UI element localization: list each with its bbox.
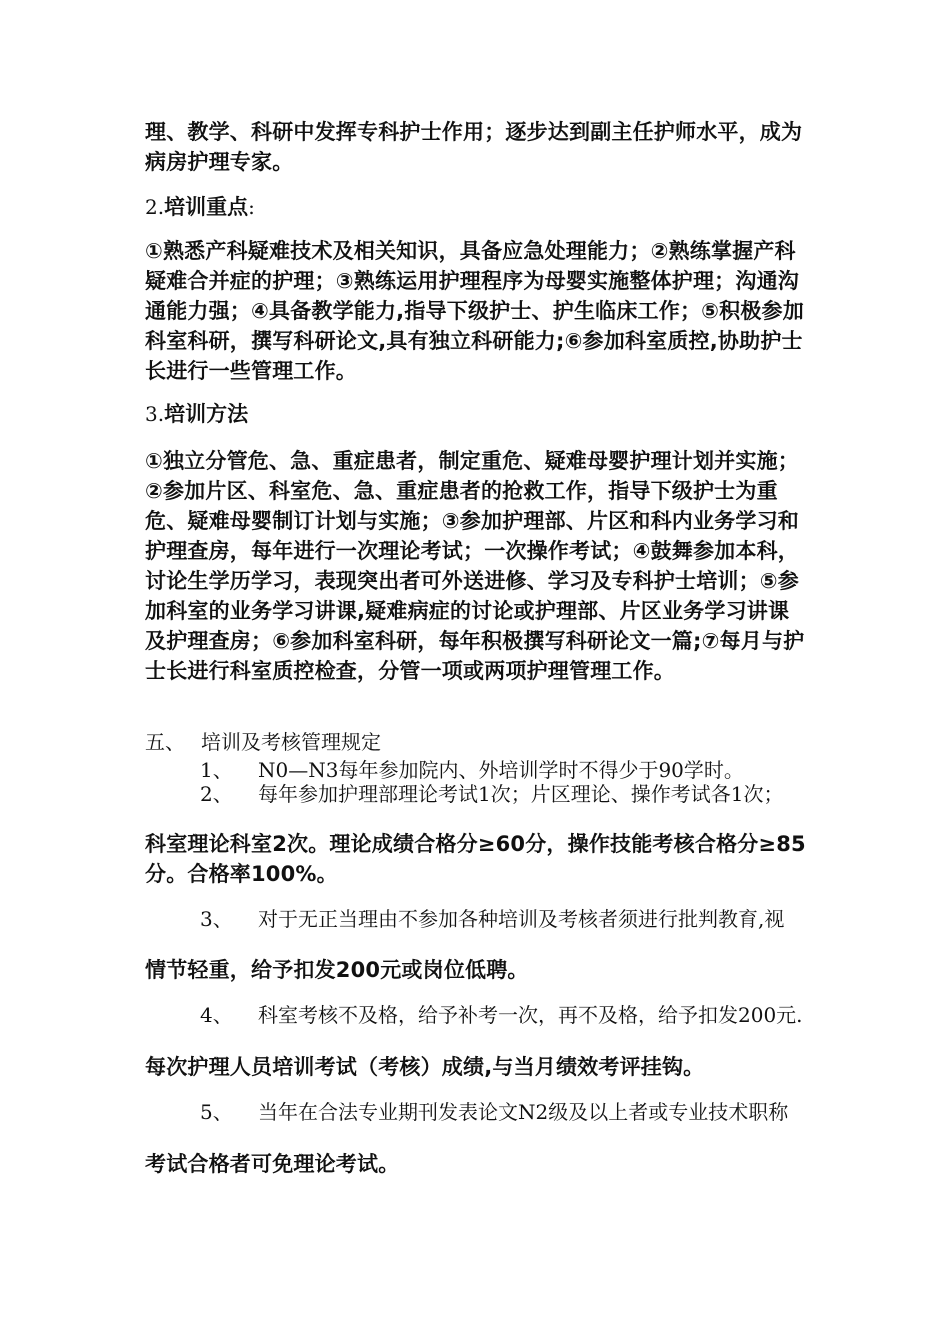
rule-item-5 xyxy=(200,1100,810,1124)
rule-item-number: 2、 xyxy=(200,782,233,806)
focus-colon: : xyxy=(248,195,255,219)
rule-item-2 xyxy=(200,782,810,806)
rule-item-text: 科室考核不及格，给予补考一次，再不及格，给予扣发200元. xyxy=(258,1003,803,1027)
rule-note-4: 每次护理人员培训考试（考核）成绩,与当月绩效考评挂钩。 xyxy=(145,1055,705,1079)
section5-title: 培训及考核管理规定 xyxy=(201,730,381,754)
rule-item-number: 1、 xyxy=(200,758,233,782)
rule-note-5: 考试合格者可免理论考试。 xyxy=(145,1152,400,1176)
focus-heading xyxy=(145,193,810,221)
rule-note-3: 情节轻重，给予扣发200元或岗位低聘。 xyxy=(145,958,529,982)
rule-item-4 xyxy=(200,1003,810,1027)
rule-item-text: 每年参加护理部理论考试1次；片区理论、操作考试各1次； xyxy=(258,782,784,806)
rule-item-1 xyxy=(200,758,810,782)
section5-number: 五、 xyxy=(145,730,185,754)
rule-item-number: 3、 xyxy=(200,907,233,931)
method-paragraph: ①独立分管危、急、重症患者，制定重危、疑难母婴护理计划并实施；②参加片区、科室危、急、重症患者的抢救工作，指导下级护士为重危、疑难母婴制订计划与实施；③参加护理部、片区和科内业务学习和护理查房，每年进行一次理论考试；一次操作考试；④鼓舞参加本科，讨论生学历学习，表现突出者可外送进修、学习及专科护士培训；⑤参加科室的业务学习讲课,疑难病症的讨论或护理部、片区业务学习讲课及护理查房；⑥参加科室科研，每年积极撰写科研论文一篇;⑦每月与护士长进行科室质控检查，分管一项或两项护理管理工作。 xyxy=(145,449,805,683)
focus-number: 2. xyxy=(145,195,165,219)
rule-item-3 xyxy=(200,907,810,931)
section5-heading xyxy=(145,728,810,756)
rule-item-text: 当年在合法专业期刊发表论文N2级及以上者或专业技术职称 xyxy=(258,1100,789,1124)
rule-item-number: 5、 xyxy=(200,1100,233,1124)
rule-item-number: 4、 xyxy=(200,1003,233,1027)
focus-paragraph: ①熟悉产科疑难技术及相关知识，具备应急处理能力；②熟练掌握产科疑难合并症的护理；③熟练运用护理程序为母婴实施整体护理；沟通沟通能力强；④具备教学能力,指导下级护士、护生临床工作；⑤积极参加科室科研，撰写科研论文,具有独立科研能力;⑥参加科室质控,协助护士长进行一些管理工作。 xyxy=(145,239,804,383)
rule-item-text: 对于无正当理由不参加各种培训及考核者须进行批判教育,视 xyxy=(258,907,785,931)
rule-item-text: N0—N3每年参加院内、外培训学时不得少于90学时。 xyxy=(258,758,744,782)
intro-paragraph: 理、教学、科研中发挥专科护士作用；逐步达到副主任护师水平，成为病房护理专家。 xyxy=(145,120,803,174)
method-heading xyxy=(145,400,810,428)
method-number: 3. xyxy=(145,402,165,426)
rule-note-2: 科室理论科室2次。理论成绩合格分≥60分，操作技能考核合格分≥85分。合格率100%。 xyxy=(145,832,806,886)
focus-heading-text: 培训重点 xyxy=(164,195,249,219)
method-heading-text: 培训方法 xyxy=(164,402,249,426)
